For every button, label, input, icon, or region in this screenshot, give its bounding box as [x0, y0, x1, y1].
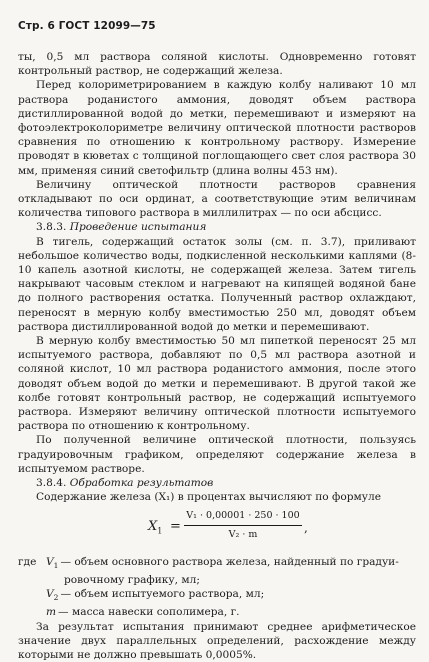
- definition-row: [18, 605, 416, 619]
- paragraph: По полученной величине оптической плотности, пользуясь градуировочным графиком, определяют содержание железа в испытуемом растворе.: [18, 434, 416, 475]
- paragraph: Величину оптической плотности растворов сравнения откладывают по оси ординат, а соответствующие этим величинам количества типового раствора в миллилитрах — по оси абсцисс.: [18, 178, 416, 220]
- formula-numerator: V₁ · 0,00001 · 250 · 100: [186, 509, 300, 521]
- definition-text: — объем испытуемого раствора, мл;: [60, 588, 265, 601]
- paragraph: Перед колориметрированием в каждую колбу наливают 10 мл раствора роданистого аммония, доводят объем раствора дистиллированной водой до метки, перемешивают и измеряют на фотоэлектроколориметре величину оптической плотности растворов сравнения по отношению к контрольному раствору. Измерение проводят в кюветах с толщиной поглощающего свет слоя раствора 30 мм, применяя синий светофильтр (длина волны 453 нм).: [18, 79, 416, 177]
- definition-symbol: $V_2$: [46, 588, 59, 603]
- section-number: 3.8.4.: [36, 477, 67, 490]
- paragraph: Содержание железа (X₁) в процентах вычисляют по формуле: [36, 491, 381, 504]
- paragraph: В тигель, содержащий остаток золы (см. п. 3.7), приливают небольшое количество воды, подкисленной несколькими каплями (8- 10 капель азотной кислоты, не содержащей железа. Затем тигель накрывают часовым стеклом и нагревают на кипящей водяной бане до полного растворения остатка. Полученный раствор охлаждают, переносят в мерную колбу вместимостью 250 мл, доводят объем раствора дистиллированной водой до метки и перемешивают.: [18, 235, 416, 333]
- page-header: Стр. 6 ГОСТ 12099—75: [18, 20, 156, 32]
- formula: [18, 507, 416, 549]
- definition-row: [18, 555, 416, 573]
- formula-comma: ,: [304, 520, 308, 535]
- definition-row: [18, 587, 416, 605]
- section-title: Проведение испытания: [69, 221, 207, 234]
- section-heading: [18, 220, 416, 234]
- definition-lead: где: [18, 555, 37, 568]
- formula-fraction: [184, 509, 302, 542]
- section-heading: [18, 476, 416, 490]
- definition-text: — объем основного раствора железа, найденный по градуи-: [60, 555, 399, 568]
- definition-text: — масса навески сополимера, г.: [58, 606, 240, 619]
- formula-equals: =: [170, 518, 181, 534]
- formula-denominator: V₂ · m: [228, 528, 258, 540]
- definition-symbol: m: [46, 606, 57, 619]
- paragraph: В мерную колбу вместимостью 50 мл пипеткой переносят 25 мл испытуемого раствора, добавляют по 0,5 мл раствора азотной и соляной кислот, 10 мл раствора роданистого аммония, после этого доводят объем водой до метки и перемешивают. В другой такой же колбе готовят контрольный раствор, не содержащий испытуемого раствора. Измеряют величину оптической плотности испытуемого раствора по отношению к контрольному.: [18, 335, 416, 433]
- definition-symbol: $V_1$: [46, 555, 59, 570]
- definition-continuation: ровочному графику, мл;: [64, 573, 200, 586]
- formula-lhs: $X_1$: [148, 518, 163, 536]
- body-text: [18, 50, 416, 662]
- variable-definitions: [18, 555, 416, 620]
- paragraph: ты, 0,5 мл раствора соляной кислоты. Одновременно готовят контрольный раствор, не содержащий железа.: [18, 51, 416, 78]
- paragraph: За результат испытания принимают среднее арифметическое значение двух параллельных определений, расхождение между которыми не должно превышать 0,0005%.: [18, 620, 416, 661]
- section-number: 3.8.3.: [36, 221, 67, 234]
- section-title: Обработка результатов: [69, 477, 214, 490]
